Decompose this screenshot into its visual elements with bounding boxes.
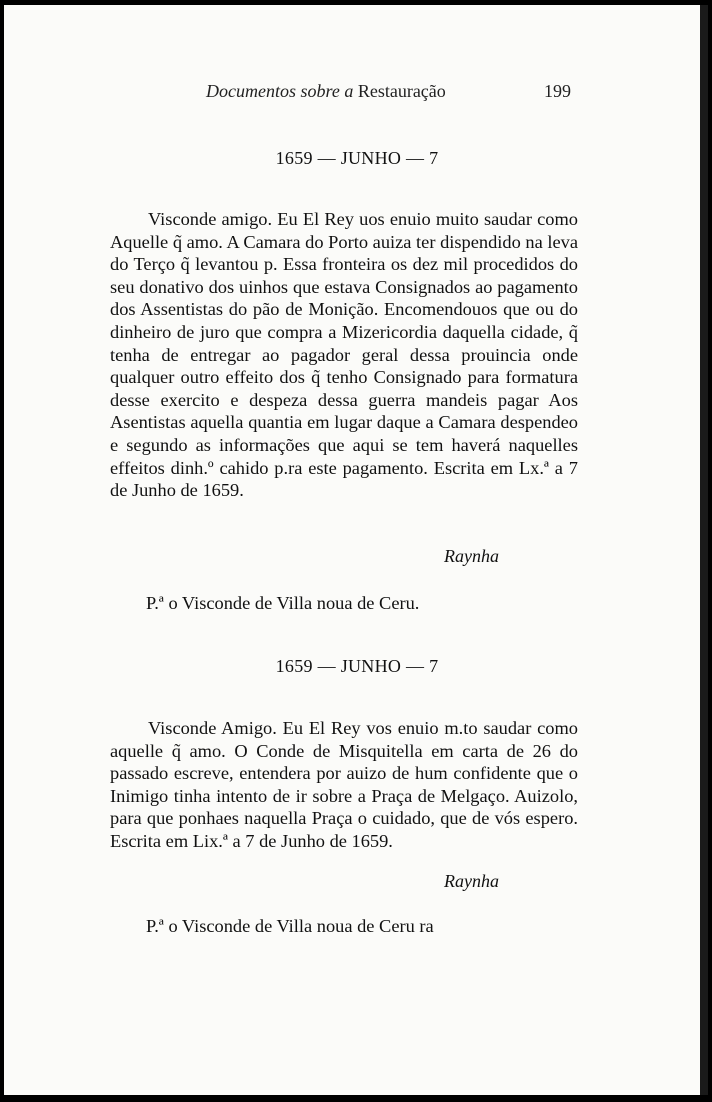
document-page: [4, 5, 700, 1095]
letter-2-body: [110, 717, 578, 853]
running-header: [4, 81, 700, 105]
letter-2-signature: Raynha: [444, 871, 499, 891]
letter-1-body: [110, 208, 578, 502]
running-title: Documentos sobre a Restauração: [206, 81, 446, 101]
letter-1-signature: Raynha: [444, 546, 499, 566]
letter-2-address: P.ª o Visconde de Villa noua de Ceru ra: [146, 916, 434, 936]
page-number: 199: [544, 81, 571, 101]
letter-1-dateline: 1659 — JUNHO — 7: [275, 148, 439, 168]
letter-1-paragraph: Visconde amigo. Eu El Rey uos enuio muito saudar como Aquelle q̃ amo. A Camara do Porto auiza ter dispendido na leva do Terço q̃ levantou p. Essa fronteira os dez mil procedidos do seu donativo dos uinhos que estava Consignados ao pagamento dos Assentistas do pão de Monição. Encomendouos que ou do dinheiro de juro que compra a Mizericordia daquella cidade, q̃ tenha de entregar ao pagador geral dessa prouincia onde qualquer outro effeito dos q̃ tenho Consignado para formatura desse exercito e despeza dessa guerra mandeis pagar Aos Asentistas aquella quantia em lugar daque a Camara despendeo e segundo as informações que aqui se tem haverá naquelles effeitos dinh.º cahido p.ra este pagamento. Escrita em Lx.ª a 7 de Junho de 1659.: [110, 209, 578, 501]
letter-2-dateline: 1659 — JUNHO — 7: [275, 656, 439, 676]
page-edge: [700, 5, 708, 1095]
letter-2-paragraph: Visconde Amigo. Eu El Rey vos enuio m.to saudar como aquelle q̃ amo. O Conde de Misquitella em carta de 26 do passado escreve, entendera por auizo de hum confidente que o Inimigo tinha intento de ir sobre a Praça de Melgaço. Auizolo, para que ponhaes naquella Praça o cuidado, que de vós espero. Escrita em Lix.ª a 7 de Junho de 1659.: [110, 718, 578, 851]
letter-1-address: P.ª o Visconde de Villa noua de Ceru.: [146, 593, 420, 613]
